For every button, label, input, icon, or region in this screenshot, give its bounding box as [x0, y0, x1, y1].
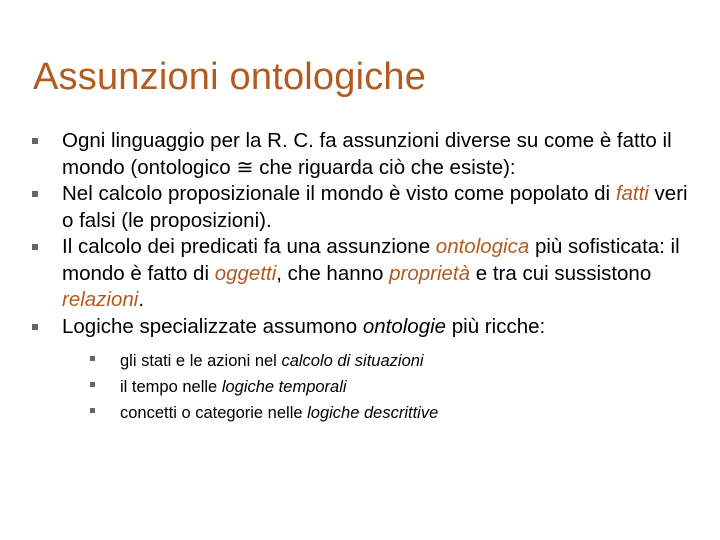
bullet-text: più ricche: — [446, 314, 546, 338]
sub-bullet-item — [90, 400, 692, 426]
emphasis-text: oggetti — [214, 261, 277, 285]
square-bullet-icon — [32, 324, 38, 330]
bullet-item — [32, 128, 692, 181]
bullet-text: e tra cui sussistono — [470, 261, 652, 285]
emphasis-text: ontologica — [435, 235, 530, 258]
square-bullet-icon — [90, 356, 95, 361]
bullet-text: veri o falsi (le proposizioni). — [62, 182, 688, 232]
slide-title: Assunzioni ontologiche — [33, 56, 427, 98]
bullet-text: Logiche specializzate assumono — [62, 314, 363, 338]
sub-bullet-text: il tempo nelle — [120, 378, 222, 396]
bullet-item — [32, 181, 692, 234]
emphasis-text: ontologie — [362, 314, 447, 338]
bullet-list — [32, 128, 692, 426]
bullet-item — [32, 314, 692, 427]
emphasis-text: calcolo di situazioni — [281, 352, 424, 370]
square-bullet-icon — [90, 408, 95, 413]
sub-bullet-text: gli stati e le azioni nel — [120, 352, 282, 370]
square-bullet-icon — [32, 244, 38, 250]
emphasis-text: logiche temporali — [221, 378, 347, 396]
square-bullet-icon — [90, 382, 95, 387]
emphasis-text: fatti — [615, 182, 649, 205]
bullet-text: . — [138, 288, 145, 311]
bullet-text: Nel calcolo proposizionale il mondo è visto come popolato di — [62, 182, 616, 205]
sub-bullet-list — [62, 348, 692, 426]
bullet-item — [32, 234, 692, 314]
bullet-text: Il calcolo dei predicati fa una assunzione — [62, 235, 436, 258]
bullet-text: Ogni linguaggio per la R. C. fa assunzioni diverse su come è fatto il mondo (ontologico ≅ che riguarda ciò che esiste): — [62, 129, 672, 179]
sub-bullet-item — [90, 348, 692, 374]
sub-bullet-text: concetti o categorie nelle — [120, 404, 308, 422]
square-bullet-icon — [32, 191, 38, 197]
emphasis-text: relazioni — [62, 288, 139, 311]
bullet-text: , che hanno — [276, 261, 390, 285]
square-bullet-icon — [32, 138, 38, 144]
emphasis-text: proprietà — [389, 261, 471, 285]
sub-bullet-item — [90, 374, 692, 400]
bullet-text: più sofisticata: il mondo è fatto di — [62, 235, 680, 285]
emphasis-text: logiche descrittive — [307, 404, 439, 422]
